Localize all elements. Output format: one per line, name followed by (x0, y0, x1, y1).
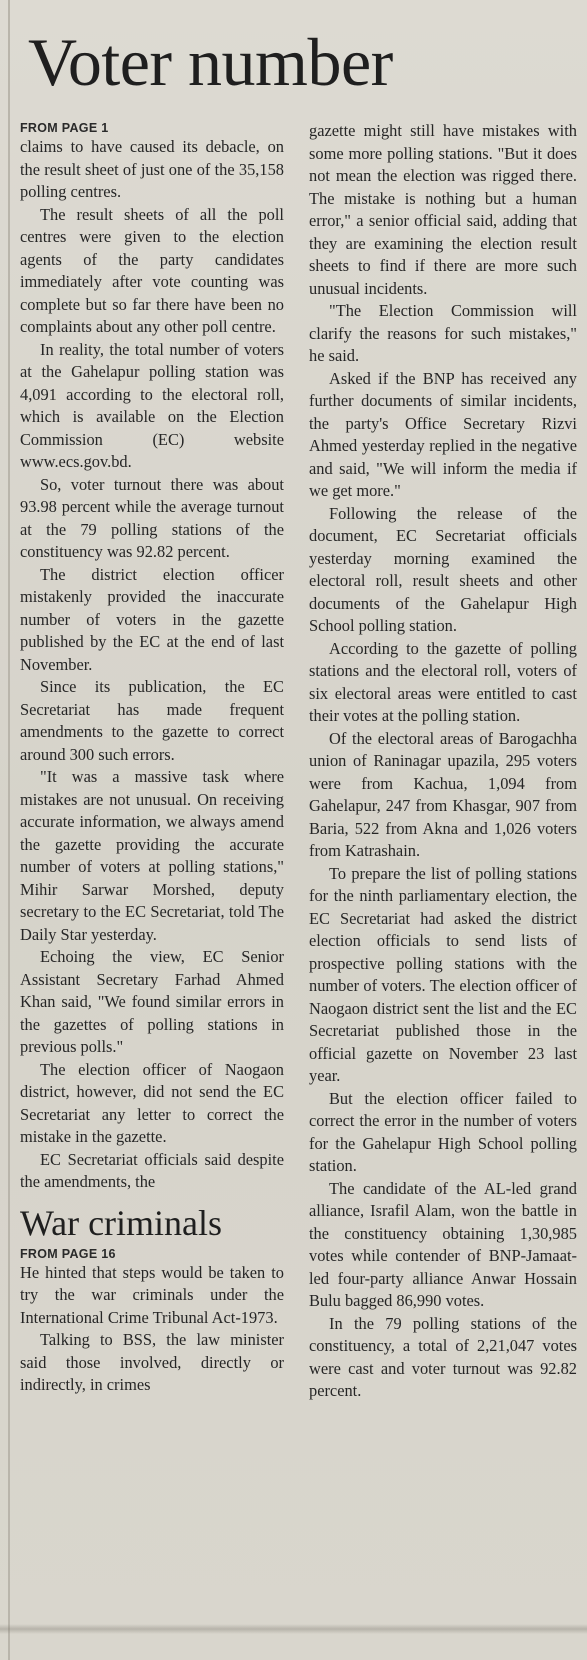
paragraph: claims to have caused its debacle, on the result sheet of just one of the 35,158 polling centres. (20, 137, 284, 201)
paragraph: But the election officer failed to correct the error in the number of voters for the Gahelapur High School polling station. (309, 1088, 577, 1175)
continued-from-kicker: FROM PAGE 1 (20, 121, 109, 135)
paragraph: The district election officer mistakenly provided the inaccurate number of voters in the gazette published by the EC at the end of last November. (20, 564, 284, 674)
paragraph: In the 79 polling stations of the constituency, a total of 2,21,047 votes were cast and voter turnout was 92.82 percent. (309, 1313, 577, 1400)
left-column (20, 120, 284, 1397)
paragraph: Following the release of the document, EC Secretariat officials yesterday morning examined the electoral roll, result sheets and other documents of the Gahelapur High School polling station. (309, 503, 577, 635)
paragraph: Asked if the BNP has received any further documents of similar incidents, the party's Office Secretary Rizvi Ahmed yesterday replied in the negative and said, "We will inform the media if we get more." (309, 368, 577, 500)
paragraph: So, voter turnout there was about 93.98 percent while the average turnout at the 79 polling stations of the constituency was 92.82 percent. (20, 474, 284, 561)
paper-fold-shadow (0, 1624, 587, 1634)
paragraph: "It was a massive task where mistakes are not unusual. On receiving accurate information, we always amend the gazette providing the accurate number of voters at polling stations," Mihir Sarwar Morshed, deputy secretary to the EC Secretariat, told The Daily Star yesterday. (20, 767, 284, 944)
paragraph: Talking to BSS, the law minister said those involved, directly or indirectly, in crimes (20, 1330, 284, 1394)
paragraph: Since its publication, the EC Secretariat has made frequent amendments to the gazette to correct around 300 such errors. (20, 677, 284, 764)
paragraph: The candidate of the AL-led grand alliance, Israfil Alam, won the battle in the constituency obtaining 1,30,985 votes while contender of BNP-Jamaat-led four-party alliance Anwar Hossain Bulu bagged 86,990 votes. (309, 1178, 577, 1310)
paragraph: According to the gazette of polling stations and the electoral roll, voters of six electoral areas were entitled to cast their votes at the polling station. (309, 638, 577, 725)
subheadline: War criminals (20, 1202, 223, 1243)
paragraph: gazette might still have mistakes with some more polling stations. "But it does not mean the election was rigged there. The mistake is nothing but a human error," a senior official said, adding that they are examining the election result sheets to find if there are more such unusual incidents. (309, 121, 577, 298)
paragraph: In reality, the total number of voters at the Gahelapur polling station was 4,091 according to the electoral roll, which is available on the Election Commission (EC) website www.ecs.gov.bd. (20, 339, 284, 471)
paragraph: He hinted that steps would be taken to try the war criminals under the International Crime Tribunal Act-1973. (20, 1262, 284, 1327)
paragraph: To prepare the list of polling stations for the ninth parliamentary election, the EC Secretariat had asked the district election officials to send lists of prospective polling stations with the number of voters. The election officer of Naogaon district sent the list and the EC Secretariat published those in the official gazette on November 23 last year. (309, 863, 577, 1085)
paragraph: Of the electoral areas of Barogachha union of Raninagar upazila, 295 voters were from Kachua, 1,094 from Gahelapur, 247 from Khasgar, 907 from Baria, 522 from Akna and 1,026 voters from Katrashain. (309, 728, 577, 860)
paragraph: The election officer of Naogaon district, however, did not send the EC Secretariat any letter to correct the mistake in the gazette. (20, 1059, 284, 1146)
paragraph: "The Election Commission will clarify the reasons for such mistakes," he said. (309, 301, 577, 365)
column-rule (8, 0, 10, 1660)
right-column (309, 120, 577, 1403)
paragraph: The result sheets of all the poll centres were given to the election agents of the party candidates immediately after vote counting was complete but so far there have been no complaints about any other poll centre. (20, 204, 284, 336)
paragraph: Echoing the view, EC Senior Assistant Secretary Farhad Ahmed Khan said, "We found similar errors in the gazettes of polling stations in previous polls." (20, 947, 284, 1056)
paragraph: EC Secretariat officials said despite the amendments, the (20, 1149, 284, 1191)
headline: Voter number (28, 24, 393, 100)
continued-from-kicker: FROM PAGE 16 (20, 1246, 116, 1261)
